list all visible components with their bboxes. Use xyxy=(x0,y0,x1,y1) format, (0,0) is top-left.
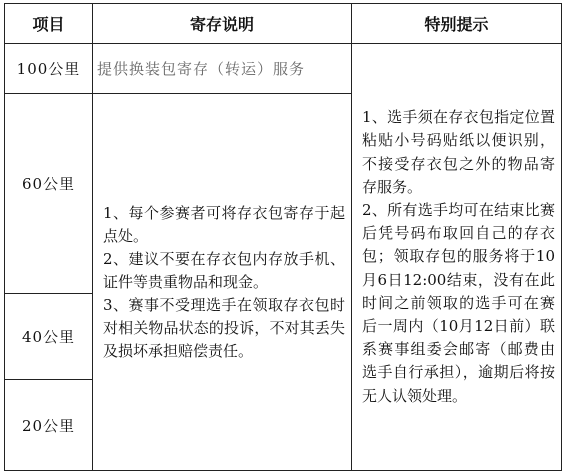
tip-item: 1、选手须在存衣包指定位置粘贴小号码贴纸以便识别，不接受存衣包之外的物品寄存服务。 xyxy=(362,108,555,196)
distance-60km: 60公里 xyxy=(5,94,93,194)
header-row xyxy=(5,4,562,44)
rule-item: 3、赛事不受理选手在领取存衣包时对相关物品状态的投诉，不对其丢失及损坏承担赔偿责任。 xyxy=(103,295,345,360)
distance-100km: 100公里 xyxy=(5,44,93,94)
distance-40km: 40公里 xyxy=(5,294,93,380)
header-storage-notes: 寄存说明 xyxy=(93,4,352,44)
rule-item: 1、每个参赛者可将存衣包寄存于起点处。 xyxy=(103,203,345,245)
distance-20km: 20公里 xyxy=(5,380,93,471)
table-row xyxy=(5,44,562,94)
distance-60km-continued xyxy=(5,194,93,294)
special-tips-cell xyxy=(352,44,562,471)
header-item: 项目 xyxy=(5,4,93,44)
storage-rules-cell xyxy=(93,94,352,471)
tip-item: 2、所有选手均可在结束比赛后凭号码布取回自己的存衣包；领取存包的服务将于10月6日12:00结束，没有在此时间之前领取的选手可在赛后一周内（10月12日前）联系赛事组委会邮寄（邮费由选手自行承担），逾期后将按无人认领处理。 xyxy=(362,200,555,405)
rule-item: 2、建议不要在存衣包内存放手机、证件等贵重物品和现金。 xyxy=(103,249,345,291)
storage-info-table xyxy=(4,3,562,471)
transfer-service-note: 提供换装包寄存（转运）服务 xyxy=(93,44,352,94)
header-special-tips: 特别提示 xyxy=(352,4,562,44)
